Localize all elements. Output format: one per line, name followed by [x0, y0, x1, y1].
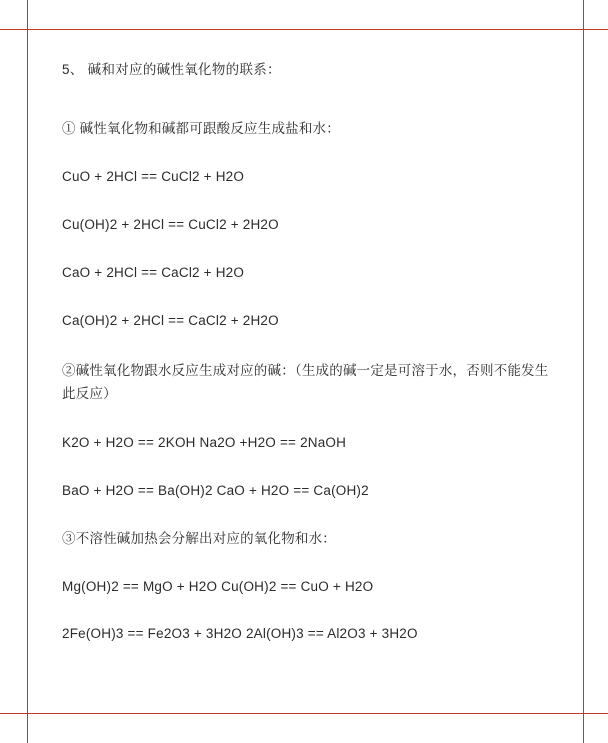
list-item-point-1: ① 碱性氧化物和碱都可跟酸反应生成盐和水： — [62, 120, 340, 136]
document-page — [28, 30, 583, 713]
list-item-point-3: ③不溶性碱加热会分解出对应的氧化物和水： — [62, 530, 336, 546]
chemical-equation-4: Ca(OH)2 + 2HCl == CaCl2 + 2H2O — [62, 312, 279, 328]
list-item-point-2: ②碱性氧化物跟水反应生成对应的碱：（生成的碱一定是可溶于水，否则不能发生此反应） — [62, 362, 549, 402]
chemical-equation-7: Mg(OH)2 == MgO + H2O Cu(OH)2 == CuO + H2O — [62, 578, 374, 594]
chemical-equation-2: Cu(OH)2 + 2HCl == CuCl2 + 2H2O — [62, 216, 279, 232]
chemical-equation-1: CuO + 2HCl == CuCl2 + H2O — [62, 168, 245, 184]
chemical-equation-3: CaO + 2HCl == CaCl2 + H2O — [62, 264, 245, 280]
section-heading: 5、 碱和对应的碱性氧化物的联系： — [62, 62, 281, 77]
crop-guide-line-top — [0, 29, 608, 30]
crop-guide-line-right — [583, 0, 584, 743]
crop-guide-line-left — [27, 0, 28, 743]
document-body — [62, 60, 549, 645]
chemical-equation-5: K2O + H2O == 2KOH Na2O +H2O == 2NaOH — [62, 434, 347, 450]
chemical-equation-6: BaO + H2O == Ba(OH)2 CaO + H2O == Ca(OH)2 — [62, 482, 369, 498]
chemical-equation-8: 2Fe(OH)3 == Fe2O3 + 3H2O 2Al(OH)3 == Al2O3 + 3H2O — [62, 626, 418, 642]
crop-guide-line-bottom — [0, 713, 608, 714]
